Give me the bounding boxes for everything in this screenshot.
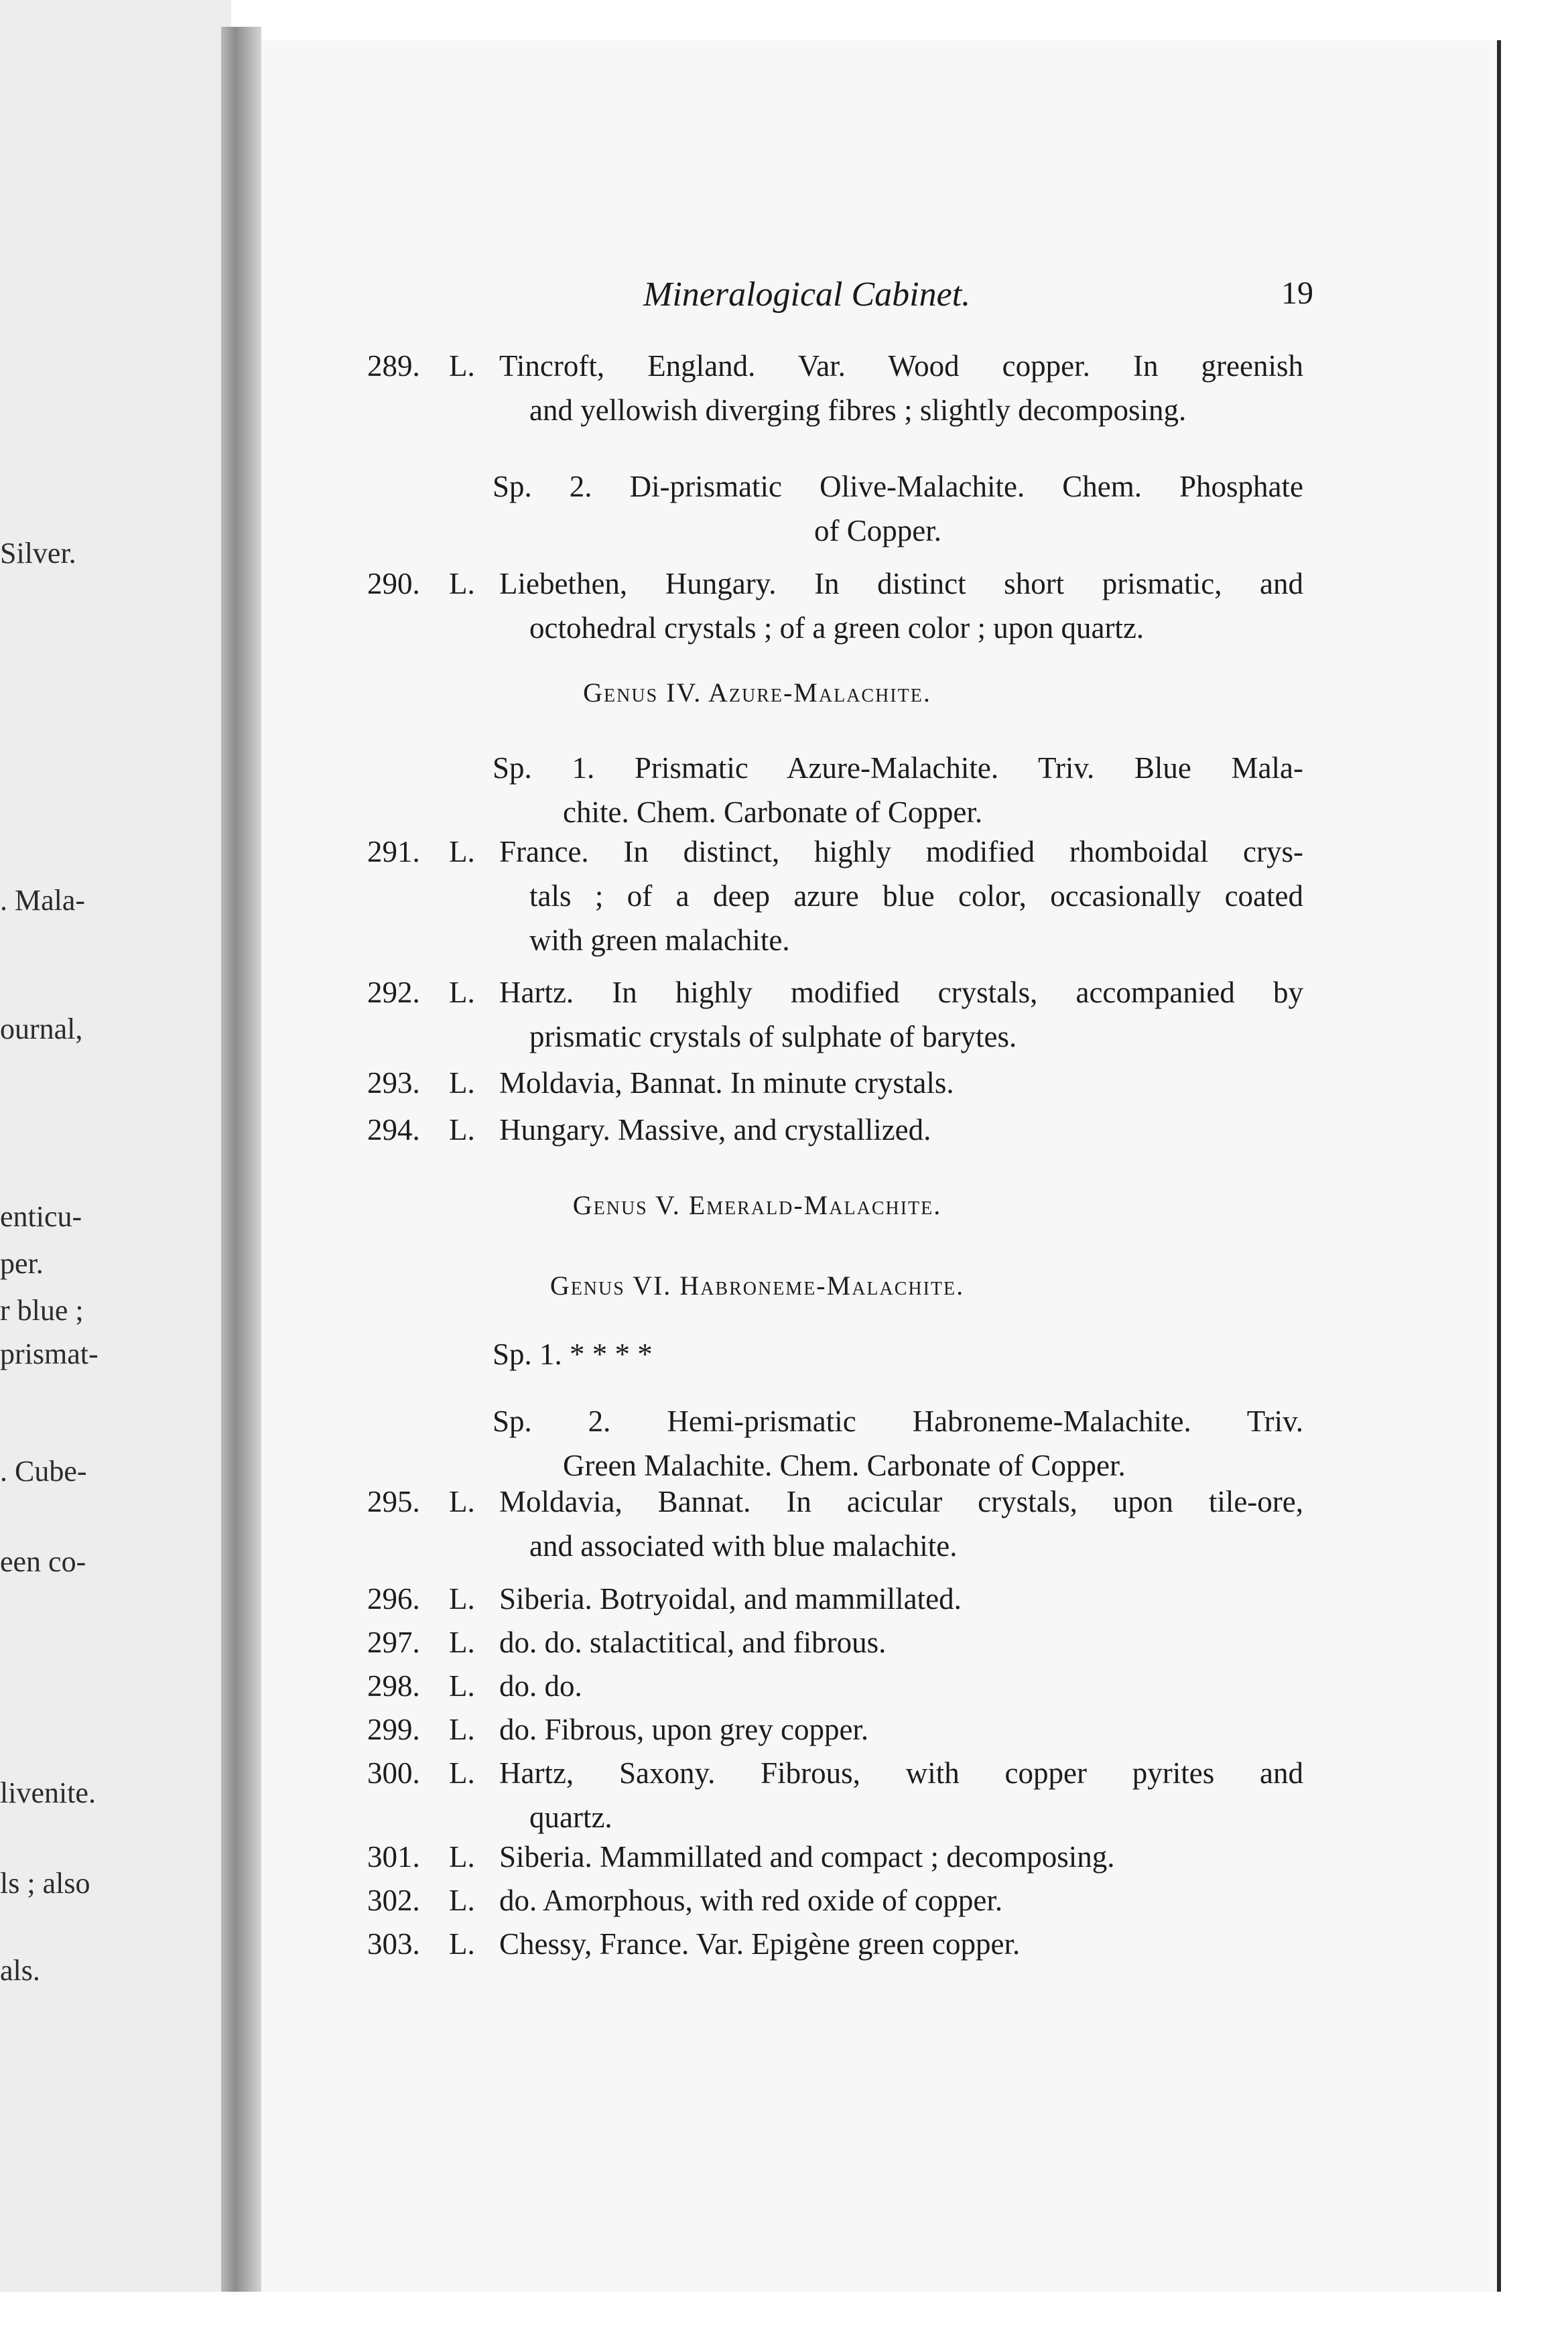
entry-number: 302.	[367, 1884, 420, 1917]
entry-text-line: Sp. 1. Prismatic Azure-Malachite. Triv. Blue Mala-	[493, 751, 1303, 785]
left-page-fragment: prismat-	[0, 1338, 99, 1370]
genus-heading: Genus VI. Habroneme-Malachite.	[549, 1270, 965, 1301]
entry-number: 303.	[367, 1927, 420, 1961]
genus-heading: Genus IV. Azure-Malachite.	[583, 677, 931, 708]
left-page-fragment: . Cube-	[0, 1455, 87, 1488]
entry-locality-mark: L.	[449, 1582, 475, 1616]
left-page-fragment: ls ; also	[0, 1867, 90, 1900]
entry-locality-mark: L.	[449, 1927, 475, 1961]
entry-text-line: Hartz, Saxony. Fibrous, with copper pyrites and	[499, 1756, 1303, 1790]
entry-text-line: do. do. stalactitical, and fibrous.	[499, 1626, 887, 1659]
left-page-fragment: ournal,	[0, 1013, 83, 1045]
left-page-fragment: per.	[0, 1247, 44, 1280]
entry-locality-mark: L.	[449, 1669, 475, 1703]
entry-text-line: Green Malachite. Chem. Carbonate of Copper.	[563, 1449, 1126, 1482]
running-header	[603, 275, 1313, 328]
entry-number: 297.	[367, 1626, 420, 1659]
entry-locality-mark: L.	[449, 1066, 475, 1100]
entry-text-line: and yellowish diverging fibres ; slightly decomposing.	[529, 393, 1187, 427]
left-page-fragment: een co-	[0, 1545, 86, 1578]
entry-text-line: do. Fibrous, upon grey copper.	[499, 1713, 869, 1746]
entry-text-line: France. In distinct, highly modified rhomboidal crys-	[499, 835, 1303, 868]
entry-text-line: Liebethen, Hungary. In distinct short prismatic, and	[499, 567, 1303, 600]
page-number: 19	[1281, 275, 1313, 311]
entry-text-line: Moldavia, Bannat. In minute crystals.	[499, 1066, 954, 1100]
entry-text-line: Tincroft, England. Var. Wood copper. In greenish	[499, 349, 1303, 383]
running-title: Mineralogical Cabinet.	[643, 275, 971, 314]
entry-locality-mark: L.	[449, 1713, 475, 1746]
entry-text-line: Siberia. Mammillated and compact ; decomposing.	[499, 1840, 1115, 1874]
entry-text-line: Sp. 2. Hemi-prismatic Habroneme-Malachite. Triv.	[493, 1405, 1303, 1438]
entry-number: 293.	[367, 1066, 420, 1100]
left-page-fragment: als.	[0, 1954, 40, 1987]
entry-number: 289.	[367, 349, 420, 383]
entry-number: 294.	[367, 1113, 420, 1147]
entry-text-line: Siberia. Botryoidal, and mammillated.	[499, 1582, 962, 1616]
entry-text-line: chite. Chem. Carbonate of Copper.	[563, 795, 983, 829]
entry-locality-mark: L.	[449, 976, 475, 1009]
entry-locality-mark: L.	[449, 1485, 475, 1518]
entry-text-line: Chessy, France. Var. Epigène green copper.	[499, 1927, 1021, 1961]
entry-text-line: Sp. 1. * * * *	[493, 1338, 653, 1371]
entry-text-line: prismatic crystals of sulphate of barytes.	[529, 1020, 1017, 1053]
entry-text-line: Sp. 2. Di-prismatic Olive-Malachite. Chem. Phosphate	[493, 470, 1303, 503]
entry-number: 299.	[367, 1713, 420, 1746]
entry-locality-mark: L.	[449, 567, 475, 600]
entry-locality-mark: L.	[449, 1840, 475, 1874]
entry-text-line: with green malachite.	[529, 923, 790, 957]
entry-text-line: do. Amorphous, with red oxide of copper.	[499, 1884, 1003, 1917]
left-page-fragment: r blue ;	[0, 1294, 84, 1327]
entry-locality-mark: L.	[449, 1113, 475, 1147]
entry-number: 290.	[367, 567, 420, 600]
scan-bottom-margin	[0, 2292, 1568, 2348]
entry-locality-mark: L.	[449, 835, 475, 868]
entry-number: 298.	[367, 1669, 420, 1703]
entry-locality-mark: L.	[449, 1884, 475, 1917]
left-page-fragment: livenite.	[0, 1776, 96, 1809]
left-page-background	[0, 0, 231, 2348]
entry-number: 295.	[367, 1485, 420, 1518]
entry-number: 301.	[367, 1840, 420, 1874]
entry-locality-mark: L.	[449, 1756, 475, 1790]
entry-text-line: do. do.	[499, 1669, 582, 1703]
left-page-fragment: Silver.	[0, 537, 76, 570]
entry-text-line: and associated with blue malachite.	[529, 1529, 958, 1563]
entry-text-line: octohedral crystals ; of a green color ; upon quartz.	[529, 611, 1145, 645]
left-page-fragment: . Mala-	[0, 884, 86, 917]
entry-text-line: Moldavia, Bannat. In acicular crystals, upon tile-ore,	[499, 1485, 1303, 1518]
left-page-fragment: enticu-	[0, 1200, 82, 1233]
entry-number: 296.	[367, 1582, 420, 1616]
entry-text-line: Hungary. Massive, and crystallized.	[499, 1113, 931, 1147]
entry-text-line: quartz.	[529, 1801, 612, 1834]
genus-heading: Genus V. Emerald-Malachite.	[572, 1190, 942, 1220]
entry-number: 300.	[367, 1756, 420, 1790]
entry-number: 291.	[367, 835, 420, 868]
entry-text-line: of Copper.	[814, 514, 941, 547]
entry-locality-mark: L.	[449, 1626, 475, 1659]
entry-number: 292.	[367, 976, 420, 1009]
entry-text-line: tals ; of a deep azure blue color, occasionally coated	[529, 879, 1303, 913]
entry-locality-mark: L.	[449, 349, 475, 383]
book-gutter	[221, 27, 261, 2332]
entry-text-line: Hartz. In highly modified crystals, accompanied by	[499, 976, 1303, 1009]
